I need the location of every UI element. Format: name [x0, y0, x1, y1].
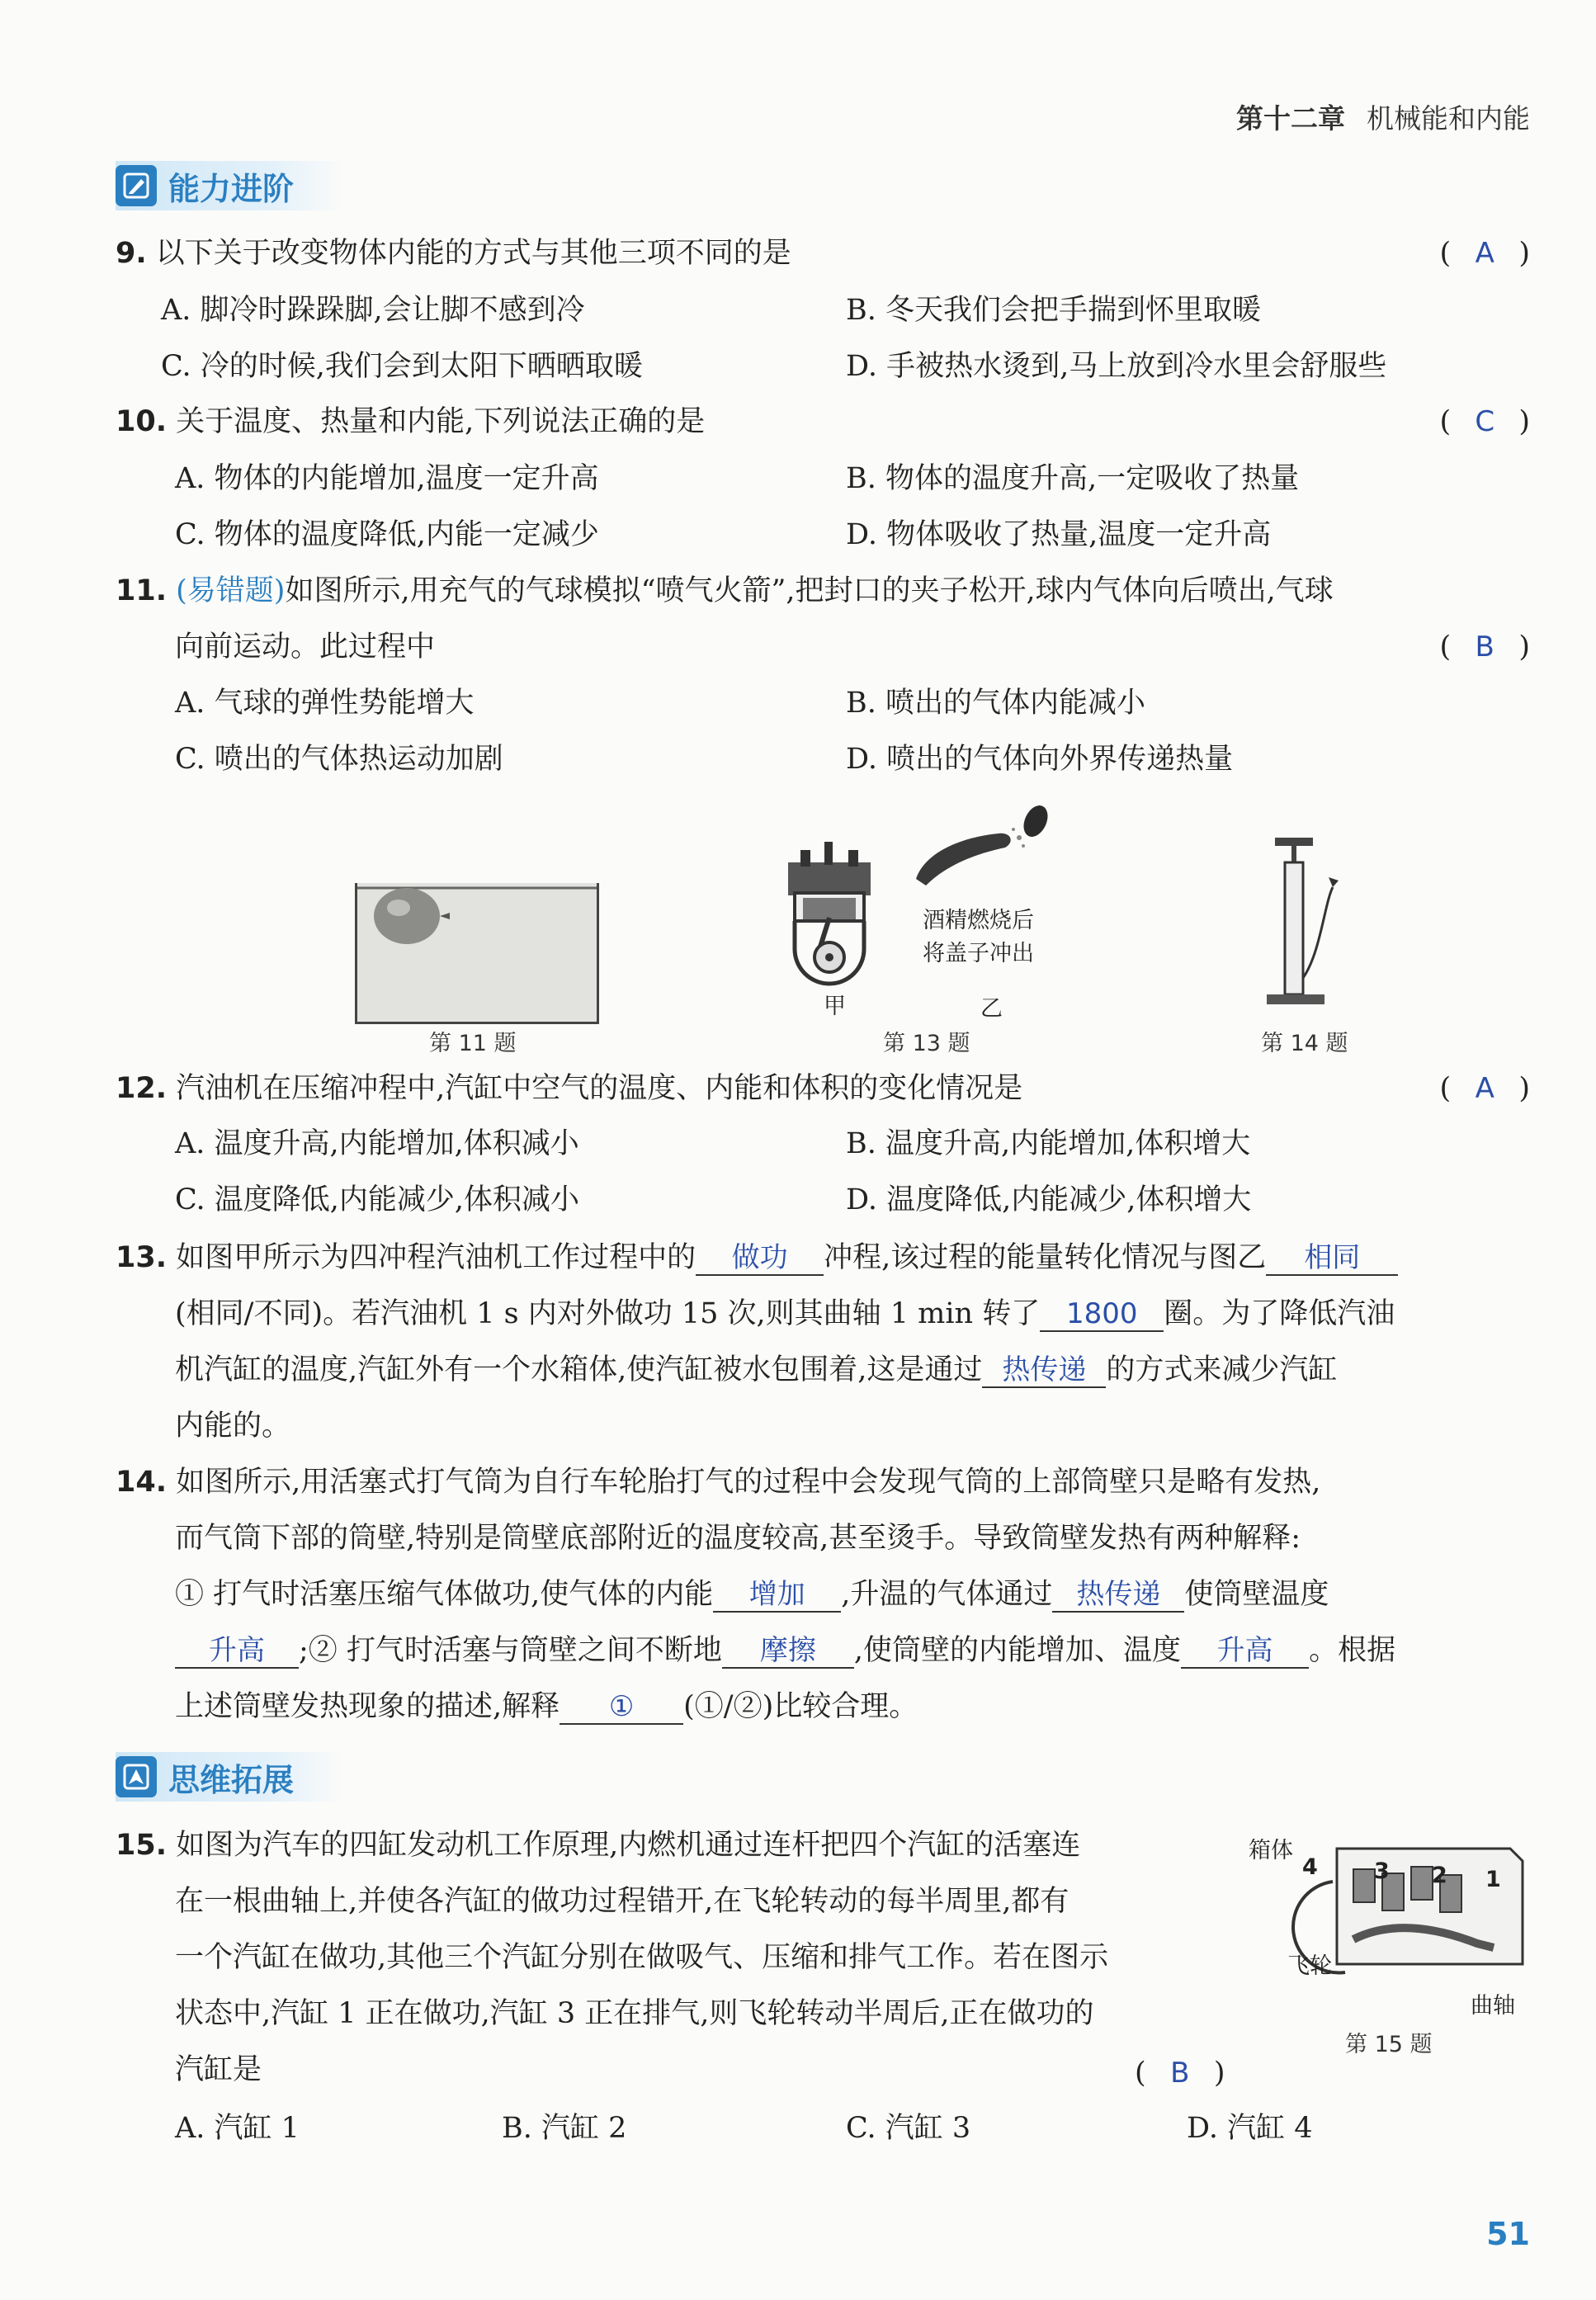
- option-b: B. 物体的温度升高,一定吸收了热量: [846, 462, 1300, 495]
- answer: B: [1170, 2057, 1190, 2090]
- question-stem: 以下关于改变物体内能的方式与其他三项不同的是: [155, 237, 791, 270]
- chapter-title: 机械能和内能: [1367, 102, 1530, 135]
- question-tag: (易错题): [176, 574, 286, 607]
- stem-text: 机汽缸的温度,汽缸外有一个水箱体,使汽缸被水包围着,这是通过: [175, 1353, 983, 1386]
- question-13-line-1: [116, 1238, 1398, 1278]
- option-d: D. 手被热水烫到,马上放到冷水里会舒服些: [846, 350, 1387, 383]
- stem-text: ① 打气时活塞压缩气体做功,使气体的内能: [175, 1578, 714, 1611]
- label-box: 箱体: [1249, 1838, 1293, 1863]
- question-stem-cont: 向前运动。此过程中: [175, 630, 436, 664]
- answer-blank: 升高: [1181, 1634, 1309, 1669]
- answer: A: [1475, 1072, 1494, 1105]
- option-b: B. 喷出的气体内能减小: [846, 687, 1145, 720]
- figure-13-label-yi: 乙: [980, 996, 1003, 1022]
- question-14-line-1: [116, 1462, 1320, 1502]
- answer: A: [1475, 237, 1494, 270]
- stem-text: 如图甲所示为四冲程汽油机工作过程中的: [176, 1241, 696, 1274]
- figure-14-caption: 第 14 题: [1261, 1031, 1348, 1056]
- stem-text: (①/②)比较合理。: [683, 1690, 918, 1723]
- answer-bracket: ( B ): [1135, 2053, 1225, 2093]
- option-c: C. 汽缸 3: [846, 2112, 971, 2145]
- question-15-line-1: [116, 1825, 1080, 1865]
- figure-13-note-2: 将盖子冲出: [923, 941, 1034, 966]
- option-c: C. 喷出的气体热运动加剧: [175, 743, 503, 776]
- question-number: 12.: [116, 1072, 168, 1105]
- stem-text: 使筒壁温度: [1184, 1578, 1329, 1611]
- answer-blank: 热传递: [982, 1353, 1106, 1388]
- question-stem: 如图所示,用充气的气球模拟“喷气火箭”,把封口的夹子松开,球内气体向后喷出,气球: [285, 574, 1334, 607]
- option-d: D. 喷出的气体向外界传递热量: [846, 743, 1234, 776]
- section-advanced: [116, 161, 343, 210]
- stem-text: ,升温的气体通过: [841, 1578, 1053, 1611]
- option-b: B. 温度升高,内能增加,体积增大: [846, 1127, 1251, 1160]
- page-header: [1236, 97, 1530, 136]
- option-b: B. 汽缸 2: [502, 2112, 627, 2145]
- figure-13-engine: [780, 842, 879, 986]
- question-stem: 关于温度、热量和内能,下列说法正确的是: [176, 405, 706, 438]
- answer-blank: 升高: [175, 1634, 299, 1669]
- stem-text: (相同/不同)。若汽油机 1 s 内对外做功 15 次,则其曲轴 1 min 转了: [175, 1297, 1041, 1330]
- cylinder-2-label: 2: [1432, 1863, 1447, 1888]
- option-a: A. 温度升高,内能增加,体积减小: [175, 1127, 579, 1160]
- answer-bracket: ( A ): [1439, 237, 1530, 270]
- pencil-icon: [116, 165, 157, 206]
- cylinder-4-label: 4: [1302, 1854, 1318, 1880]
- option-c: C. 冷的时候,我们会到太阳下晒晒取暖: [161, 350, 643, 383]
- answer-blank: ①: [560, 1690, 683, 1725]
- question-14-line-2: 而气筒下部的筒壁,特别是筒壁底部附近的温度较高,甚至烫手。导致筒壁发热有两种解释:: [175, 1522, 1301, 1555]
- section-expand: [116, 1752, 343, 1802]
- cylinder-1-label: 1: [1485, 1867, 1501, 1892]
- figure-11-caption: 第 11 题: [429, 1031, 517, 1056]
- stem-text: 的方式来减少汽缸: [1106, 1353, 1338, 1386]
- option-c: C. 温度降低,内能减少,体积减小: [175, 1183, 580, 1216]
- answer: C: [1475, 405, 1495, 438]
- stem-text: 圈。为了降低汽油: [1164, 1297, 1395, 1330]
- answer-bracket: ( B ): [1439, 630, 1530, 664]
- question-15-line-5: 汽缸是: [175, 2053, 262, 2086]
- section-title: 思维拓展: [168, 1761, 295, 1798]
- chapter-number: 第十二章: [1236, 102, 1345, 135]
- question-number: 10.: [116, 405, 168, 438]
- question-15-line-4: 状态中,汽缸 1 正在做功,汽缸 3 正在排气,则飞轮转动半周后,正在做功的: [175, 1997, 1094, 2030]
- stem-text: 冲程,该过程的能量转化情况与图乙: [824, 1241, 1267, 1274]
- label-flywheel: 飞轮: [1287, 1953, 1332, 1979]
- figure-13-tube: [908, 805, 1065, 887]
- question-14-line-3: [175, 1575, 1329, 1614]
- option-a: A. 气球的弹性势能增大: [175, 687, 475, 720]
- question-12: [116, 1069, 1022, 1108]
- stem-text: 如图所示,用活塞式打气筒为自行车轮胎打气的过程中会发现气筒的上部筒壁只是略有发热,: [176, 1466, 1321, 1499]
- option-d: D. 汽缸 4: [1187, 2112, 1313, 2145]
- lightbulb-icon: [116, 1756, 157, 1797]
- option-a: A. 脚冷时跺跺脚,会让脚不感到冷: [161, 294, 585, 327]
- label-crankshaft: 曲轴: [1471, 1993, 1515, 2019]
- question-13-line-2: [175, 1294, 1395, 1334]
- stem-text: 。根据: [1309, 1634, 1396, 1667]
- figure-11-balloon-track: [355, 883, 599, 1024]
- balloon-illustration: [357, 883, 597, 1022]
- question-number: 13.: [116, 1241, 168, 1274]
- answer-blank: 做功: [696, 1241, 824, 1276]
- option-d: D. 物体吸收了热量,温度一定升高: [846, 518, 1272, 551]
- figure-13-caption: 第 13 题: [883, 1031, 970, 1056]
- question-14-line-5: [175, 1687, 918, 1726]
- answer-blank: 热传递: [1052, 1578, 1184, 1613]
- answer-bracket: ( A ): [1439, 1072, 1530, 1105]
- question-11: [116, 571, 1334, 611]
- option-d: D. 温度降低,内能减少,体积增大: [846, 1183, 1252, 1216]
- figure-14-pump: [1263, 829, 1345, 1019]
- engine-cylinder-illustration: [780, 842, 879, 986]
- stem-text: 上述筒壁发热现象的描述,解释: [175, 1690, 560, 1723]
- question-15-line-3: 一个汽缸在做功,其他三个汽缸分别在做吸气、压缩和排气工作。若在图示: [175, 1941, 1109, 1974]
- burning-tube-illustration: [908, 805, 1065, 887]
- answer-blank: 1800: [1040, 1297, 1164, 1332]
- option-b: B. 冬天我们会把手揣到怀里取暖: [846, 294, 1261, 327]
- section-title: 能力进阶: [168, 170, 295, 207]
- answer-bracket: ( C ): [1439, 405, 1530, 438]
- page-number: 51: [1486, 2216, 1530, 2252]
- question-number: 15.: [116, 1829, 168, 1862]
- air-pump-illustration: [1263, 829, 1345, 1019]
- option-a: A. 汽缸 1: [175, 2112, 300, 2145]
- stem-text: ,使筒壁的内能增加、温度: [853, 1634, 1182, 1667]
- answer-blank: 摩擦: [722, 1634, 854, 1669]
- figure-13-label-jia: 甲: [824, 994, 846, 1019]
- question-15-line-2: 在一根曲轴上,并使各汽缸的做功过程错开,在飞轮转动的每半周里,都有: [175, 1885, 1070, 1918]
- question-number: 11.: [116, 574, 168, 607]
- question-number: 9.: [116, 237, 147, 270]
- question-9: [116, 234, 791, 273]
- option-c: C. 物体的温度降低,内能一定减少: [175, 518, 599, 551]
- question-10: [116, 402, 705, 442]
- question-13-line-3: [175, 1350, 1337, 1390]
- stem-text: ;② 打气时活塞与筒壁之间不断地: [299, 1634, 722, 1667]
- question-14-line-4: [175, 1631, 1395, 1670]
- answer: B: [1475, 630, 1494, 664]
- question-stem: 汽油机在压缩冲程中,汽缸中空气的温度、内能和体积的变化情况是: [176, 1072, 1023, 1105]
- figure-13-note-1: 酒精燃烧后: [923, 908, 1034, 933]
- question-number: 14.: [116, 1466, 168, 1499]
- answer-blank: 相同: [1266, 1241, 1398, 1276]
- figure-15-caption: 第 15 题: [1345, 2032, 1433, 2057]
- option-a: A. 物体的内能增加,温度一定升高: [175, 462, 599, 495]
- answer-blank: 增加: [713, 1578, 841, 1613]
- question-13-line-4: 内能的。: [175, 1410, 291, 1443]
- stem-text: 如图为汽车的四缸发动机工作原理,内燃机通过连杆把四个汽缸的活塞连: [176, 1829, 1081, 1862]
- cylinder-3-label: 3: [1374, 1858, 1390, 1884]
